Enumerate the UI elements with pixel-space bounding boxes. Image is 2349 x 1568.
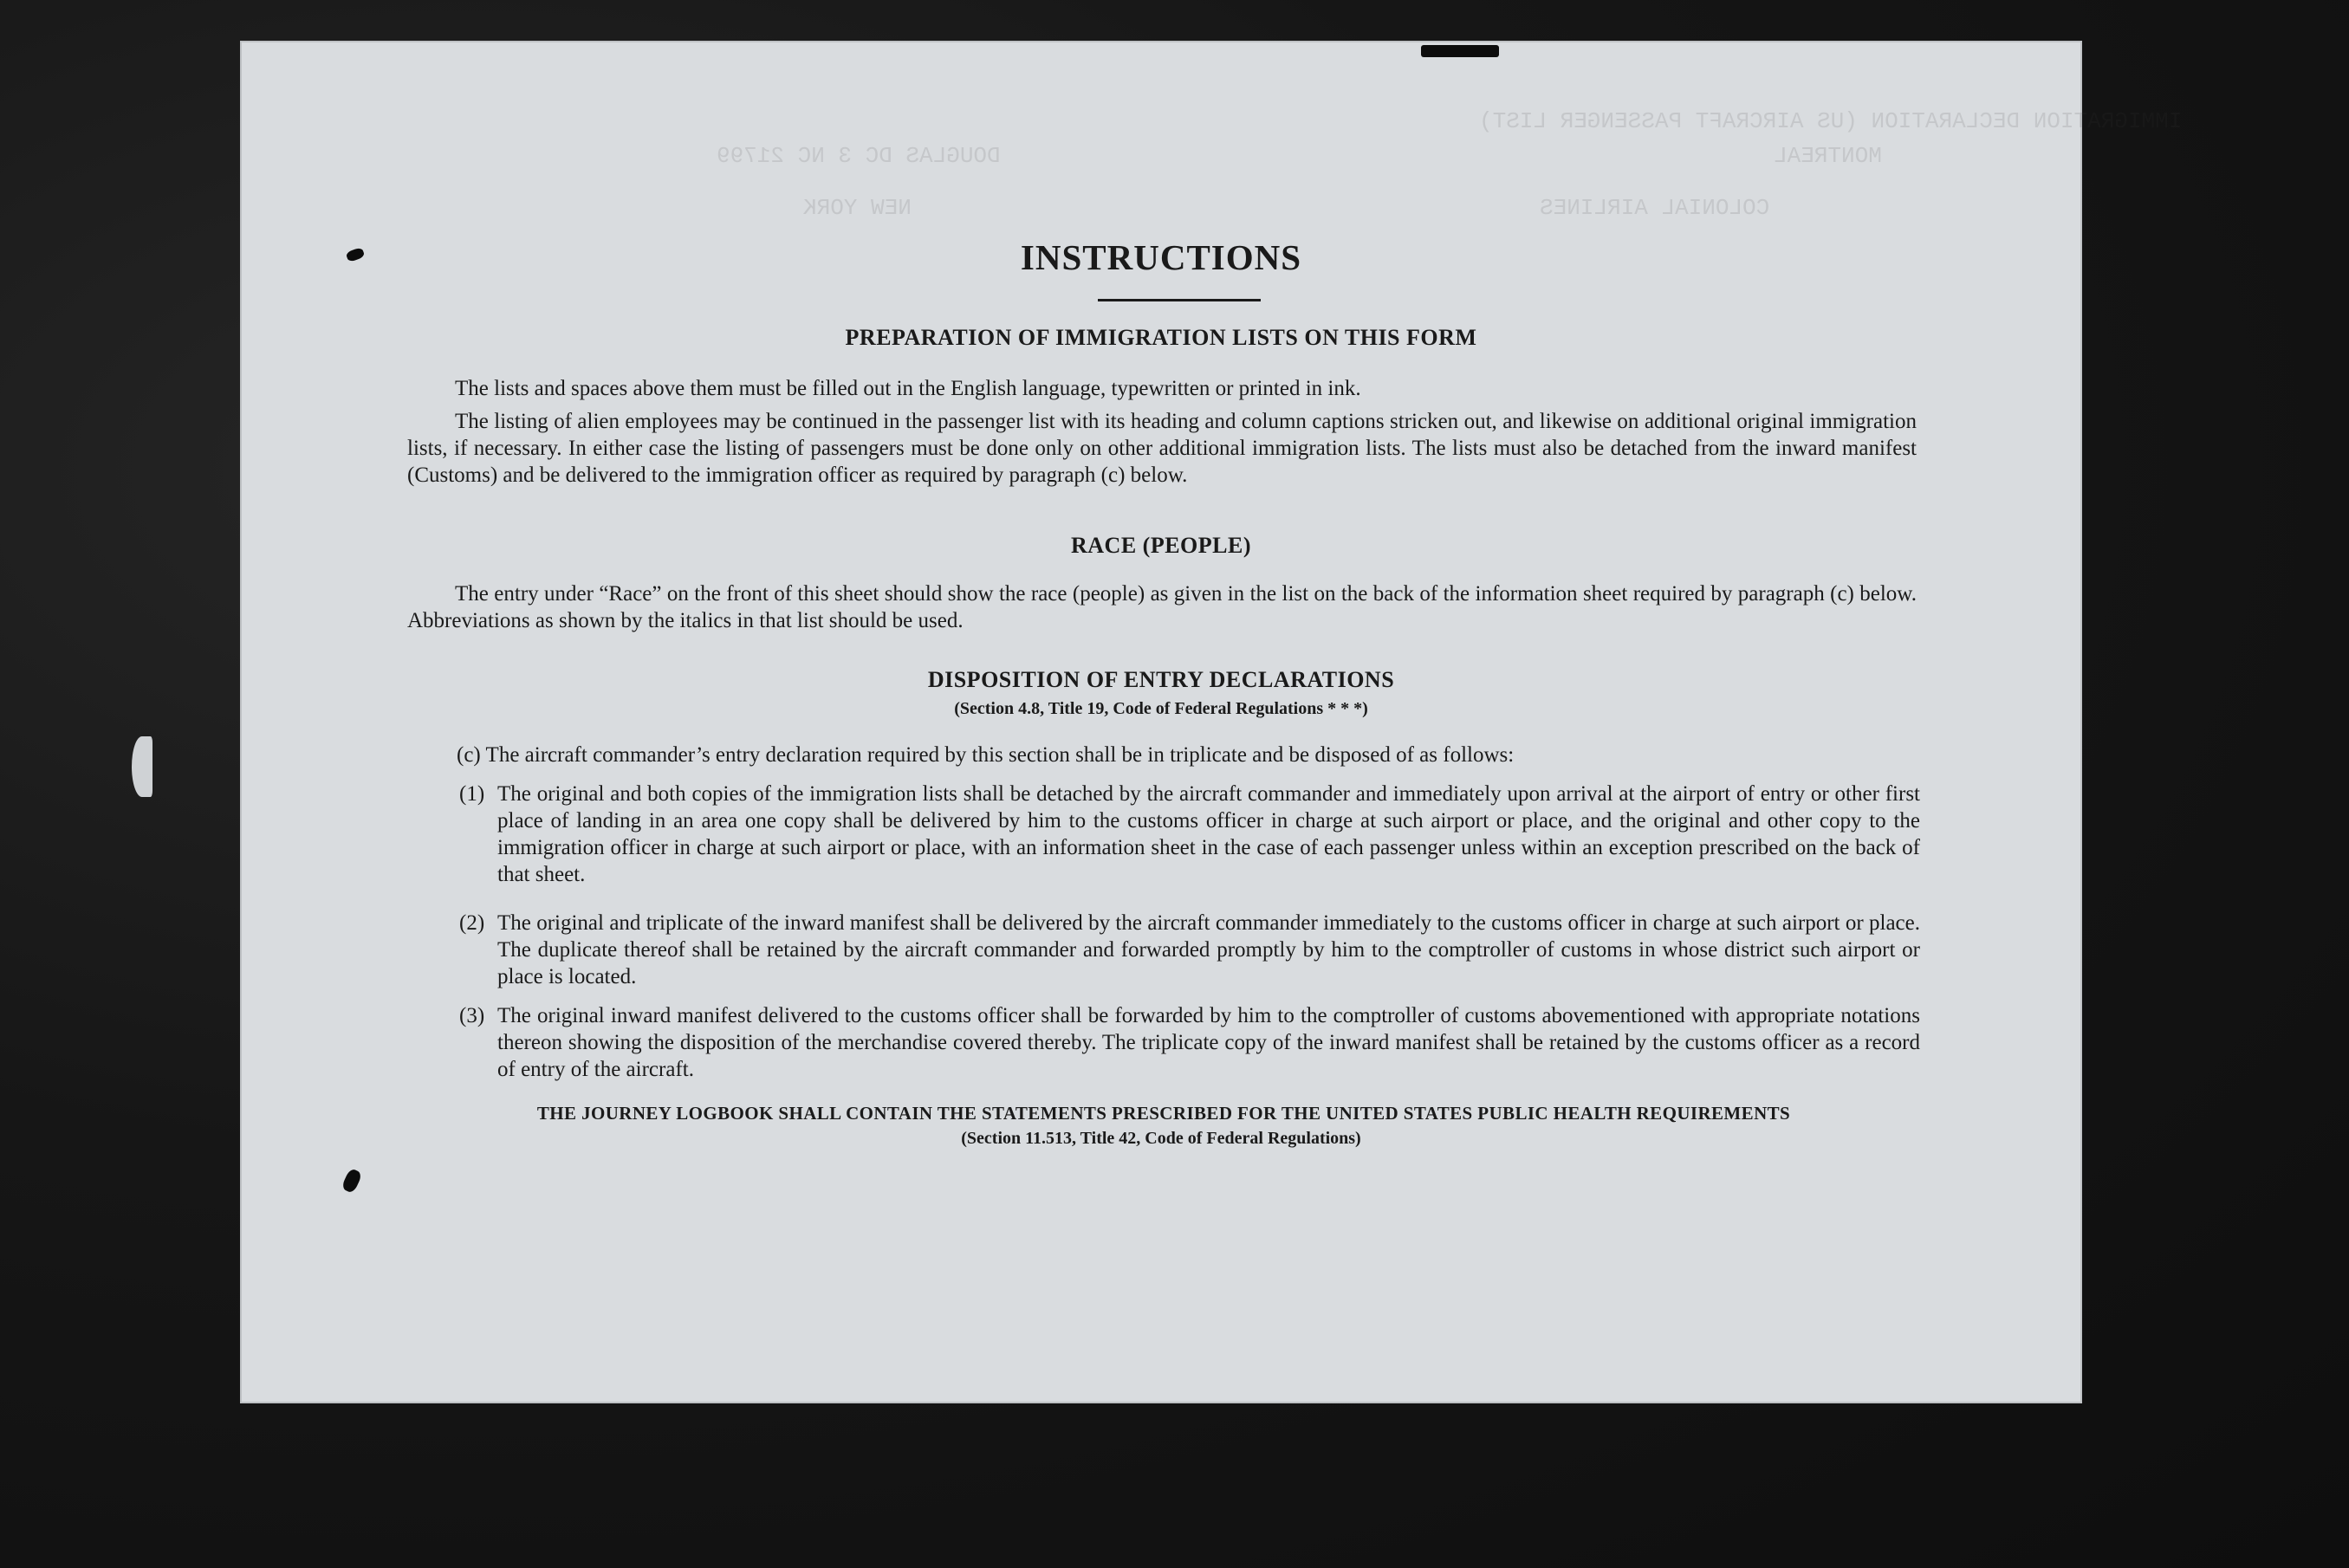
list-item: [459, 910, 1920, 990]
item-number: (1): [459, 782, 485, 806]
bleed-through-text: IMMIGRATION DECLARATION (US AIRCRAFT PASSENGER LIST): [1479, 108, 2183, 134]
section-reference-title-19: (Section 4.8, Title 19, Code of Federal Regulations * * *): [954, 699, 1368, 718]
item-number: (2): [459, 911, 485, 935]
title-underline: [1098, 299, 1261, 301]
item-text: The original and both copies of the immigration lists shall be detached by the aircraft commander and immediately upon arrival at the airport of entry or other first place of landing in an area one copy shall be delivered by him to the customs officer in charge at such airport or place, and the original and other copy to the immigration officer in charge at such airport or place, with an information sheet in the case of each passenger unless within an exception prescribed on the back of that sheet.: [497, 782, 1920, 886]
paragraph-language: The lists and spaces above them must be filled out in the English language, typewritten or printed in ink.: [455, 377, 1361, 400]
paragraph-c-intro: (c) The aircraft commander’s entry declaration required by this section shall be in triplicate and be disposed of as follows:: [457, 743, 1515, 767]
section-heading-preparation: PREPARATION OF IMMIGRATION LISTS ON THIS FORM: [845, 325, 1477, 350]
section-reference-title-42: (Section 11.513, Title 42, Code of Federal Regulations): [961, 1129, 1361, 1148]
bleed-through-text: NEW YORK: [803, 195, 912, 221]
bleed-through-text: DOUGLAS DC 3 NC 21799: [717, 143, 1001, 169]
paragraph-race-entry: The entry under “Race” on the front of this sheet should show the race (people) as given in the list on the back of the information sheet required by paragraph (c) below. Abbreviations as shown by the italics in that list should be used.: [407, 582, 1917, 632]
page-title: INSTRUCTIONS: [1020, 237, 1302, 277]
list-item: [459, 1002, 1920, 1083]
document-page: [240, 41, 2183, 1403]
section-heading-race: RACE (PEOPLE): [1071, 533, 1251, 558]
binder-tab: [132, 736, 152, 797]
section-heading-disposition: DISPOSITION OF ENTRY DECLARATIONS: [927, 667, 1395, 692]
health-requirements-statement: THE JOURNEY LOGBOOK SHALL CONTAIN THE STATEMENTS PRESCRIBED FOR THE UNITED STATES PUBLIC HEALTH REQUIREMENTS: [536, 1103, 1791, 1124]
item-text: The original inward manifest delivered to the customs officer shall be forwarded by him to the comptroller of customs abovementioned with appropriate notations thereon showing the disposition of the merchandise covered thereby. The triplicate copy of the inward manifest shall be retained by the customs officer as a record of entry of the aircraft.: [497, 1004, 1920, 1081]
tape-mark: [1421, 45, 1499, 57]
item-text: The original and triplicate of the inward manifest shall be delivered by the aircraft commander immediately to the customs officer in charge at such airport or place. The duplicate thereof shall be retained by the aircraft commander and forwarded promptly by him to the comptroller of customs in whose district such airport or place is located.: [497, 911, 1920, 988]
paragraph-alien-employees: The listing of alien employees may be continued in the passenger list with its heading and column captions stricken out, and likewise on additional original immigration lists, if necessary. In either case the listing of passengers must be done only on other additional immigration lists. The lists must also be detached from the inward manifest (Customs) and be delivered to the immigration officer as required by paragraph (c) below.: [407, 410, 1917, 487]
bleed-through-text: COLONIAL AIRLINES: [1540, 195, 1770, 221]
list-item: [459, 781, 1920, 888]
item-number: (3): [459, 1004, 485, 1027]
bleed-through-text: MONTREAL: [1774, 143, 1882, 169]
